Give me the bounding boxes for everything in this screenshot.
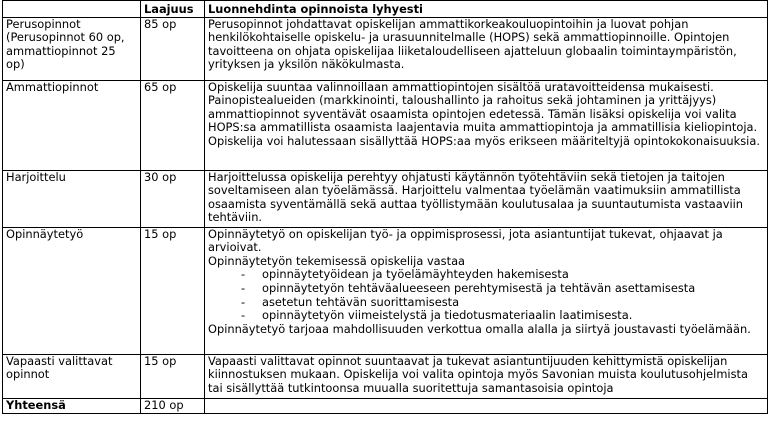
thesis-responsibilities-list <box>208 268 764 322</box>
list-item: - opinnäytetyöidean ja työelämäyhteyden hakemisesta <box>241 268 764 282</box>
row-name: Vapaasti valittavat opinnot <box>3 354 141 398</box>
table-row <box>3 80 768 170</box>
row-name: Ammattiopinnot <box>3 80 141 170</box>
thesis-intro: Opinnäytetyö on opiskelijan työ- ja oppimisprosessi, jota asiantuntijat tukevat, ohjaavat ja arvioivat. <box>208 227 723 255</box>
table-row <box>3 227 768 354</box>
table-row <box>3 17 768 80</box>
row-scope: 15 op <box>141 227 205 354</box>
row-scope: 15 op <box>141 354 205 398</box>
row-description: Harjoittelussa opiskelija perehtyy ohjatusti käytännön työtehtäviin sekä tietojen ja taitojen soveltamiseen alan työelämässä. Harjoittelu valmentaa työelämän vaatimuksiin ammatillista osaamista syventämällä sekä auttaa työllistymään koulutusalaa ja suuntautumista vastaaviin tehtäviin. <box>205 170 768 227</box>
study-structure-table <box>2 0 768 414</box>
list-item: - asetetun tehtävän suorittamisesta <box>241 296 764 310</box>
row-name: Harjoittelu <box>3 170 141 227</box>
header-row <box>3 1 768 18</box>
list-item: - opinnäytetyön tehtäväalueeseen perehtymisestä ja tehtävän asettamisesta <box>241 282 764 296</box>
table-row <box>3 170 768 227</box>
total-description <box>205 398 768 414</box>
list-item: - opinnäytetyön viimeistelystä ja tiedotusmateriaalin laatimisesta. <box>241 309 764 323</box>
total-label: Yhteensä <box>3 398 141 414</box>
header-scope: Laajuus <box>141 1 205 18</box>
header-description: Luonnehdinta opinnoista lyhyesti <box>205 1 768 18</box>
row-description: Opiskelija suuntaa valinnoillaan ammattiopintojen sisältöä uratavoitteidensa mukaisesti. Painopistealueiden (markkinointi, taloushallinto ja rahoitus sekä johtaminen ja yrittäjyys) ammattiopinnot syventävät osaamista opintojen edetessä. Tämän lisäksi opiskelija voi valita HOPS:sa ammatillista osaamista laajentavia muita ammattiopintoja ja ammatillisia kieliopintoja. Opiskelija voi halutessaan sisällyttää HOPS:aa myös erikseen määriteltyjä opintokokonaisuuksia. <box>205 80 768 170</box>
thesis-lead: Opinnäytetyön tekemisessä opiskelija vastaa <box>208 253 466 268</box>
table-row <box>3 354 768 398</box>
row-description: Perusopinnot johdattavat opiskelijan ammattikorkeakouluopintoihin ja luovat pohjan henkilökohtaiselle opiskelu- ja urasuunnitelmalle (HOPS) sekä ammattiopinnoille. Opintojen tavoitteena on ohjata opiskelijaa liiketaloudelliseen ajatteluun globaalin toimintaympäristön, yrityksen ja yksilön näkökulmasta. <box>205 17 768 80</box>
total-scope: 210 op <box>141 398 205 414</box>
header-name <box>3 1 141 18</box>
total-row <box>3 398 768 414</box>
row-description: Vapaasti valittavat opinnot suuntaavat ja tukevat asiantuntijuuden kehittymistä opiskelijan kiinnostuksen mukaan. Opiskelija voi valita opintoja myös Savonian muista koulutusohjelmista tai sisällyttää tutkintoonsa muualla suoritettuja samantasoisia opintoja <box>205 354 768 398</box>
row-scope: 65 op <box>141 80 205 170</box>
row-scope: 30 op <box>141 170 205 227</box>
row-name: Opinnäytetyö <box>3 227 141 354</box>
row-name: Perusopinnot (Perusopinnot 60 op, ammattiopinnot 25 op) <box>3 17 141 80</box>
row-description <box>205 227 768 354</box>
thesis-outro: Opinnäytetyö tarjoaa mahdollisuuden verkottua omalla alalla ja siirtyä joustavasti työelämään. <box>208 321 751 336</box>
row-scope: 85 op <box>141 17 205 80</box>
